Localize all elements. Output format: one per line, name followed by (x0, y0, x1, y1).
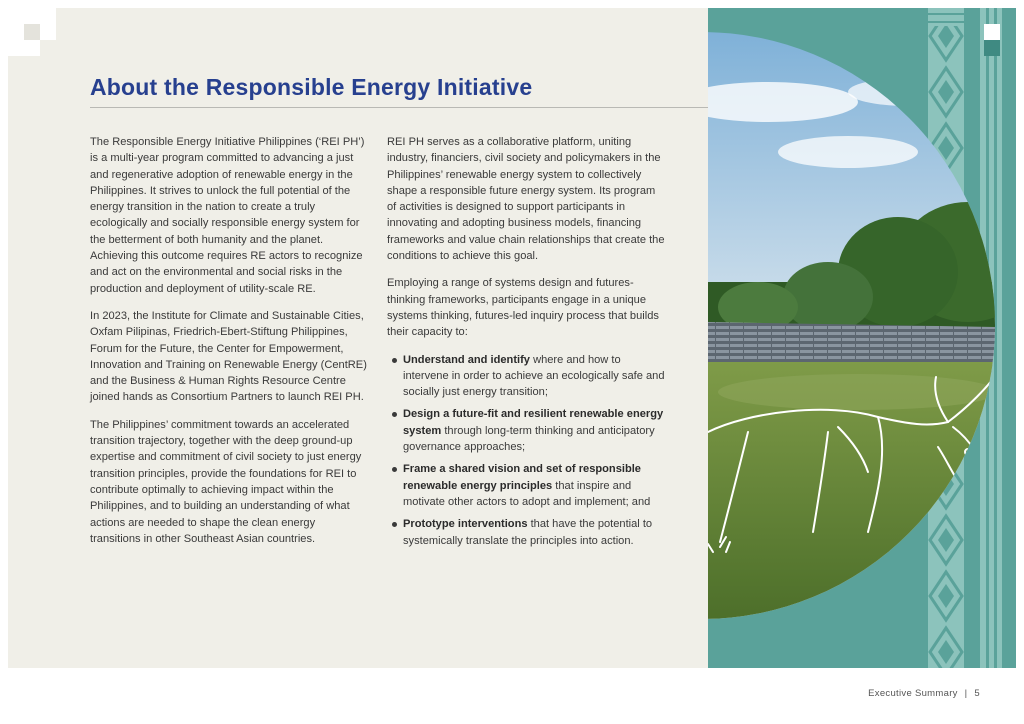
teal-side-band (708, 8, 1016, 668)
page-number: 5 (974, 688, 980, 699)
title-divider (90, 107, 708, 108)
list-item-bold: Frame a shared vision and set of responsible renewable energy principles (403, 463, 641, 492)
list-item (387, 406, 667, 455)
corner-square-light (40, 40, 56, 56)
list-item-bold: Prototype interventions (403, 518, 528, 531)
list-item-text: where and how to intervene in order to achieve an ecologically safe and socially just energy transition; (403, 353, 665, 399)
left-paragraph: In 2023, the Institute for Climate and Sustainable Cities, Oxfam Pilipinas, Friedrich-Ebert-Stiftung Philippines, Forum for the Future, the Center for Empowerment, Innovation and Training on Renewable Energy (CentRE) and the Business & Human Rights Resource Centre joined hands as Consortium Partners to launch REI PH. (90, 309, 367, 404)
band-square-light (984, 24, 1000, 40)
left-paragraph: The Responsible Energy Initiative Philippines (‘REI PH’) is a multi-year program committed to advancing a just and regenerative adoption of renewable energy in the Philippines. It strives to unlock the full potential of the energy transition in the nation to create a truly ecologically and socially responsible energy system for the betterment of both humanity and the planet. Achieving this outcome requires RE actors to recognize and act on the environmental and social risks in the production and deployment of utility-scale RE. (90, 136, 365, 295)
list-item (387, 352, 667, 401)
right-column (387, 134, 667, 555)
page-title: About the Responsible Energy Initiative (90, 74, 533, 100)
capacity-list (387, 352, 667, 549)
band-square-dark (984, 40, 1000, 56)
footer-section: Executive Summary (868, 688, 958, 699)
list-item-bold: Understand and identify (403, 353, 530, 366)
footer-separator: | (964, 688, 968, 699)
corner-square-grey (24, 24, 40, 40)
page-footer (868, 688, 980, 699)
list-item (387, 461, 667, 510)
list-item-text: that have the potential to systemically translate the principles into action. (403, 518, 653, 547)
left-column (90, 134, 368, 558)
left-paragraph: The Philippines’ commitment towards an accelerated transition trajectory, together with the deep ground-up expertise and commitment of civil society to just energy transition principles, provide the foundations for REI to contribute optimally to achieving impact within the Philippines, and to building an understanding of what actions are needed to shape the clean energy transitions in other Southeast Asian countries. (90, 418, 362, 545)
list-item-text: that inspire and motivate other actors to adopt and implement; and (403, 479, 651, 508)
list-item (387, 516, 667, 549)
list-item-text: through long-term thinking and anticipatory governance approaches; (403, 424, 655, 454)
list-item-bold: Design a future-fit and resilient renewable energy system (403, 408, 664, 437)
right-paragraph: REI PH serves as a collaborative platform, uniting industry, financiers, civil society and policymakers in the Philippines’ renewable energy system to collectively shape a responsible future energy system. Its program of activities is designed to support participants in innovating and adopting business models, financing frameworks and value chain relationships that create the conditions to achieve this goal. (387, 136, 665, 263)
right-paragraph: Employing a range of systems design and futures-thinking frameworks, participants engage in a unique systems thinking, futures-led inquiry process that builds their capacity to: (387, 277, 659, 339)
